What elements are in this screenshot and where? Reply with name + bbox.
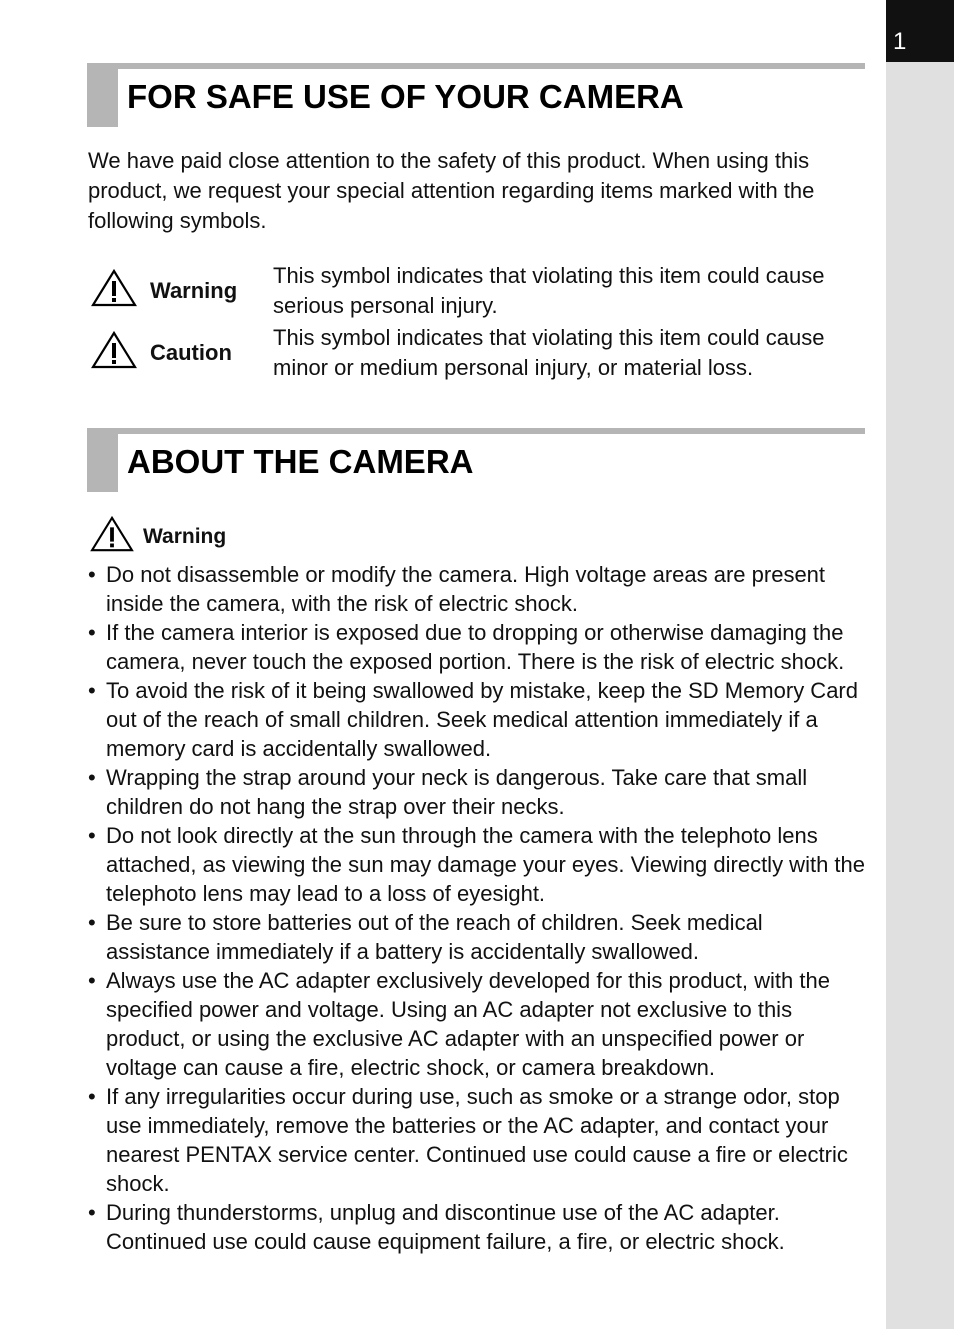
section-heading-about-camera — [87, 428, 865, 492]
list-item: • To avoid the risk of it being swallowed by mistake, keep the SD Memory Card out of the reach of small children. Seek medical attention immediately if a memory card is accidentally swallowed. — [88, 676, 870, 763]
heading-marker — [87, 63, 118, 127]
warning-symbol-label: Warning — [150, 278, 238, 303]
warning-label: Warning — [143, 525, 227, 548]
list-item: • Do not disassemble or modify the camera. High voltage areas are present inside the camera, with the risk of electric shock. — [88, 560, 870, 618]
list-item: • Wrapping the strap around your neck is dangerous. Take care that small children do not hang the strap over their necks. — [88, 763, 870, 821]
list-item: • If the camera interior is exposed due to dropping or otherwise damaging the camera, never touch the exposed portion. There is the risk of electric shock. — [88, 618, 870, 676]
list-item: • If any irregularities occur during use, such as smoke or a strange odor, stop use immediately, remove the batteries or the AC adapter, and contact your nearest PENTAX service center. Continued use could cause a fire or electric shock. — [88, 1082, 870, 1198]
heading-bar — [87, 428, 865, 434]
warning-triangle-icon — [89, 515, 135, 553]
list-item: • Be sure to store batteries out of the reach of children. Seek medical assistance immediately if a battery is accidentally swallowed. — [88, 908, 870, 966]
section-title: ABOUT THE CAMERA — [127, 443, 474, 480]
section-title: FOR SAFE USE OF YOUR CAMERA — [127, 78, 684, 115]
warning-list — [88, 560, 870, 1256]
list-item: • Do not look directly at the sun through the camera with the telephoto lens attached, as viewing the sun may damage your eyes. Viewing directly with the telephoto lens may lead to a loss of eyesight. — [88, 821, 870, 908]
intro-paragraph: We have paid close attention to the safety of this product. When using this product, we request your special attention regarding items marked with the following symbols. — [88, 148, 815, 233]
warning-symbol-description: This symbol indicates that violating this item could cause serious personal injury. — [273, 263, 825, 318]
caution-triangle-icon — [90, 330, 138, 370]
caution-symbol-description: This symbol indicates that violating this item could cause minor or medium personal injury, or material loss. — [273, 325, 825, 380]
list-item: • Always use the AC adapter exclusively developed for this product, with the specified power and voltage. Using an AC adapter not exclusive to this product, or using the exclusive AC adapter with an unspecified power or voltage can cause a fire, electric shock, or camera breakdown. — [88, 966, 870, 1082]
list-item: • During thunderstorms, unplug and discontinue use of the AC adapter. Continued use could cause equipment failure, a fire, or electric shock. — [88, 1198, 870, 1256]
warning-triangle-icon — [90, 268, 138, 308]
caution-symbol-label: Caution — [150, 340, 232, 365]
heading-bar — [87, 63, 865, 69]
section-heading-safe-use — [87, 63, 865, 127]
heading-marker — [87, 428, 118, 492]
side-strip — [886, 0, 954, 1329]
page-number: 1 — [893, 28, 907, 55]
